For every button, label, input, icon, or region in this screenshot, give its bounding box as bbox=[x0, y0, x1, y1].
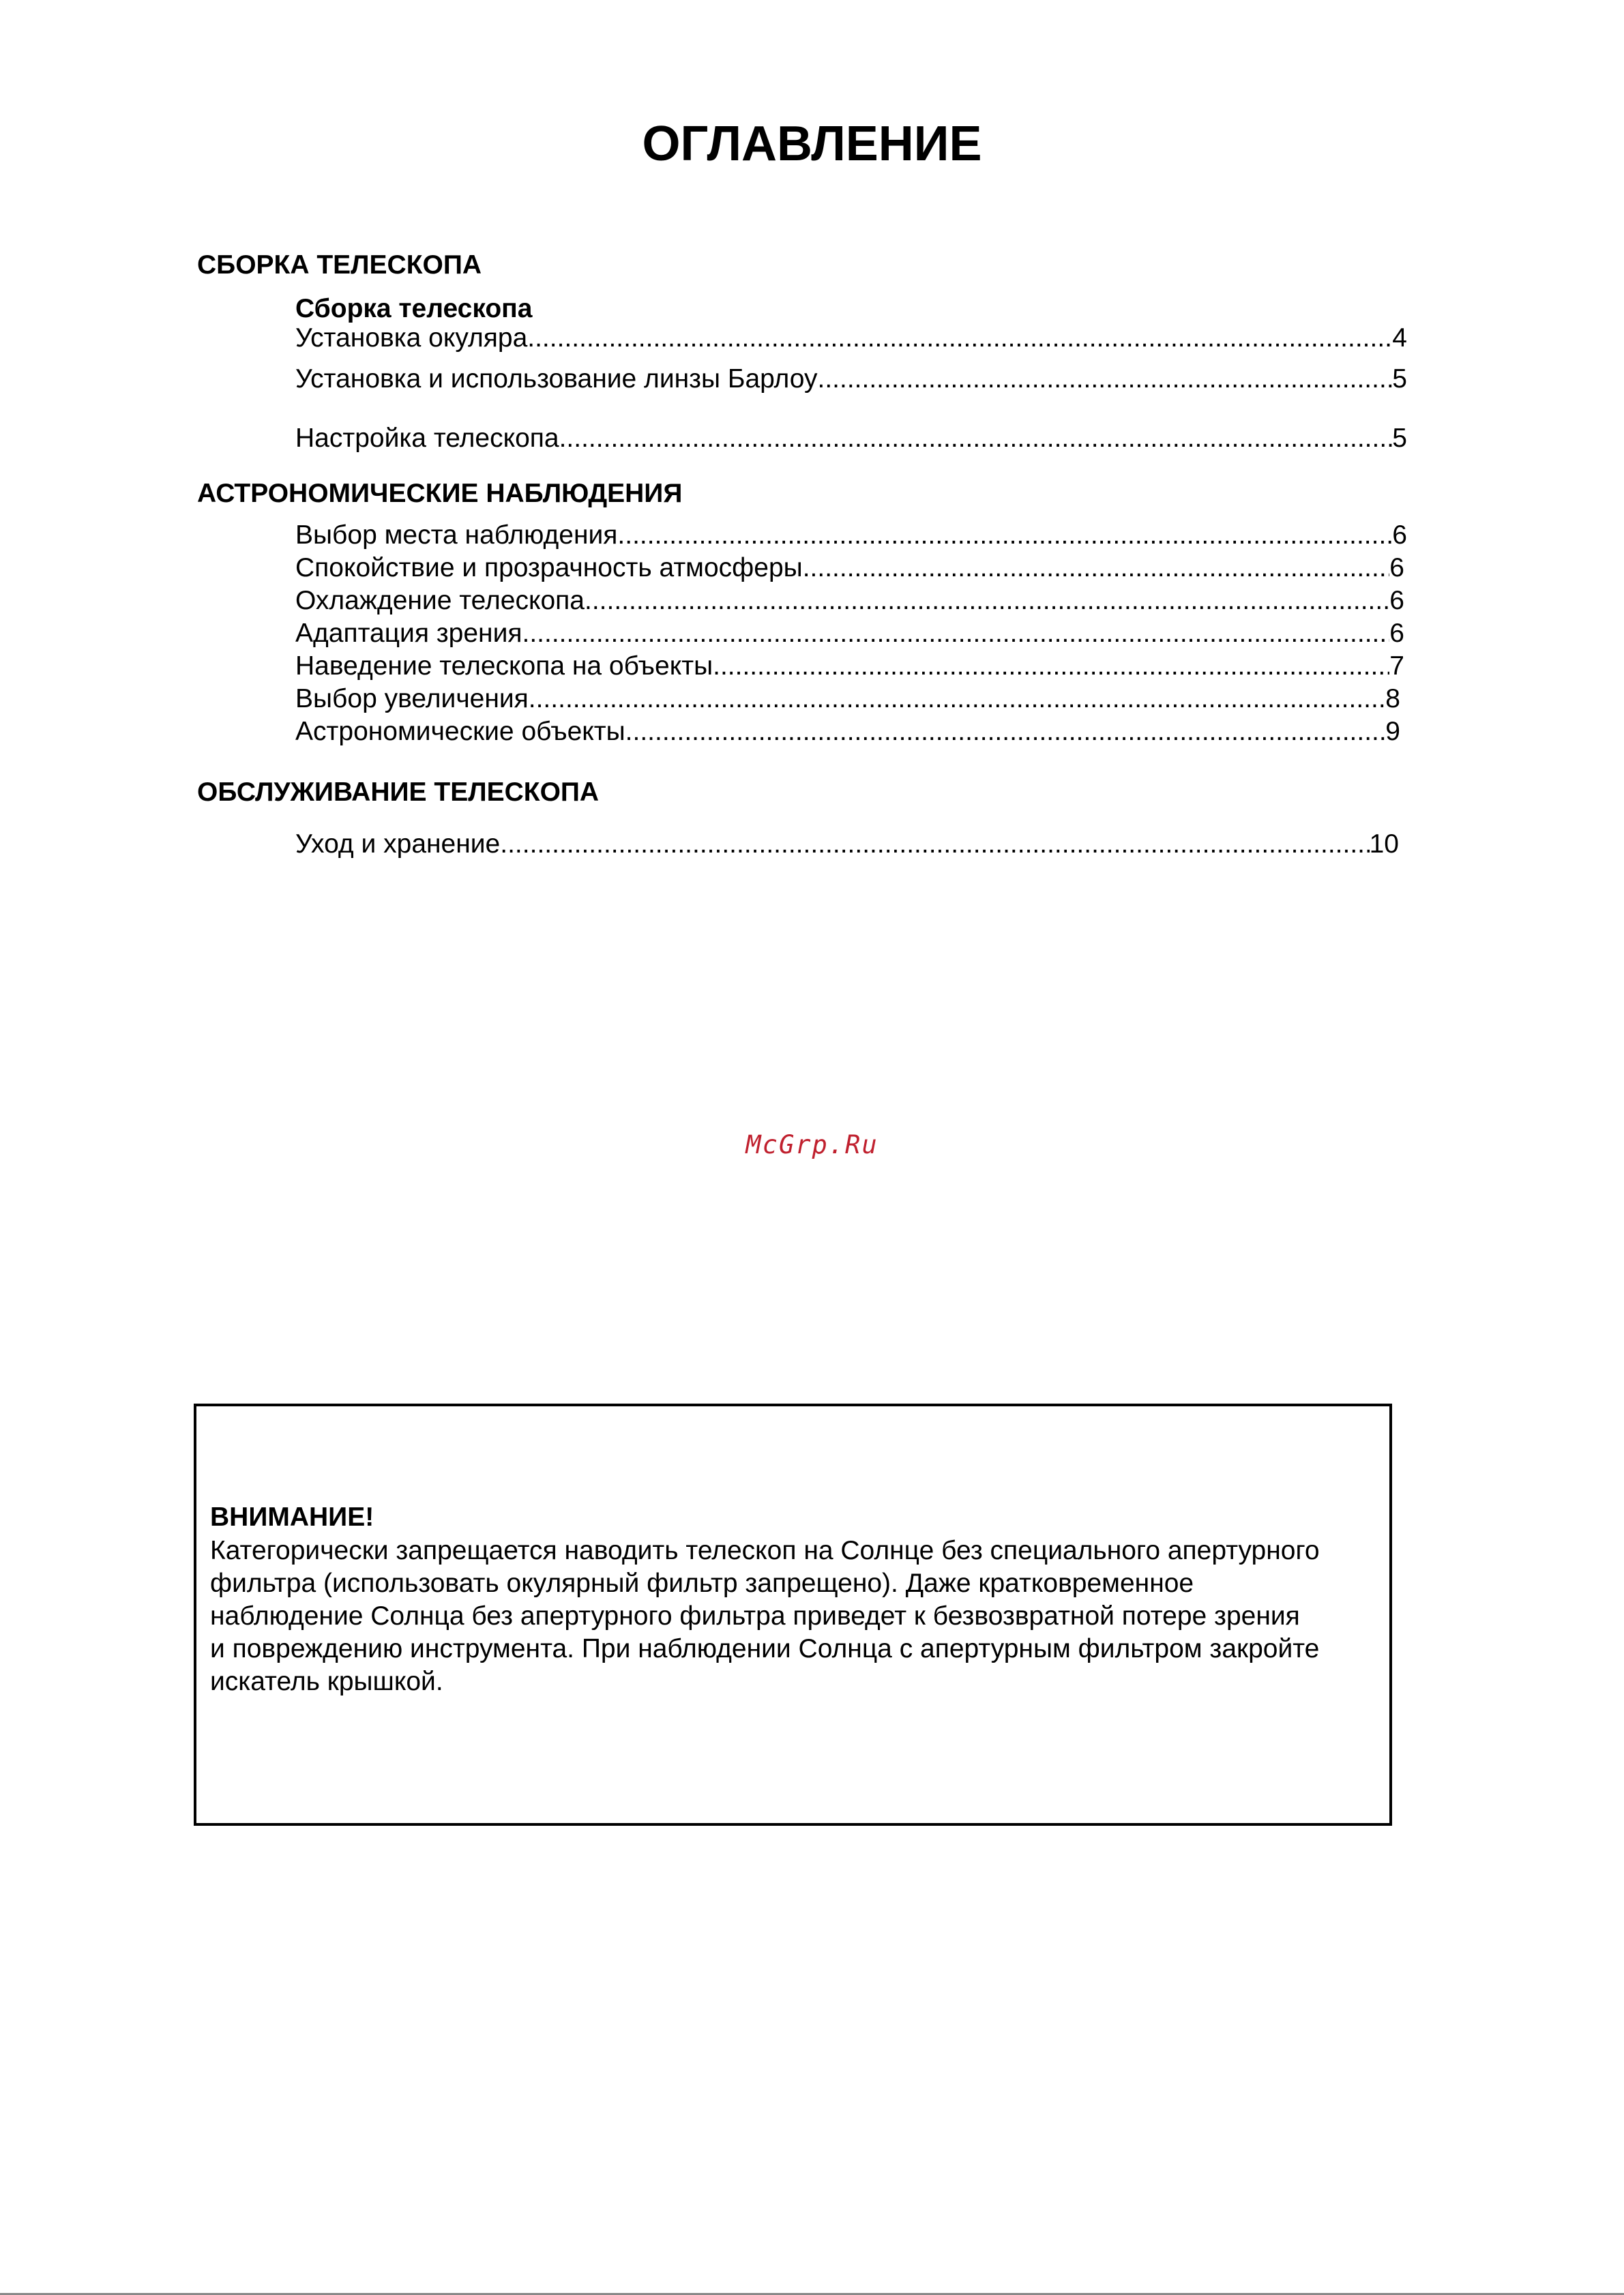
toc-entry-page: 7 bbox=[1389, 651, 1404, 681]
toc-entry-label: Уход и хранение bbox=[295, 829, 501, 859]
toc-entry-label: Установка окуляра bbox=[295, 323, 528, 353]
toc-entry-label: Наведение телескопа на объекты bbox=[295, 651, 713, 681]
section-heading-assembly: СБОРКА ТЕЛЕСКОПА bbox=[197, 250, 482, 280]
warning-box bbox=[194, 1404, 1392, 1826]
watermark: McGrp.Ru bbox=[745, 1130, 879, 1159]
toc-dot-leader bbox=[500, 829, 1369, 861]
toc-entry-page: 5 bbox=[1392, 424, 1407, 453]
toc-dot-leader bbox=[522, 618, 1389, 650]
toc-entry[interactable] bbox=[295, 716, 1400, 748]
warning-title: ВНИМАНИЕ! bbox=[210, 1502, 374, 1532]
toc-entry-label: Астрономические объекты bbox=[295, 717, 625, 746]
toc-dot-leader bbox=[713, 651, 1389, 683]
toc-entry[interactable] bbox=[295, 423, 1407, 455]
toc-entry[interactable] bbox=[295, 552, 1404, 584]
toc-entry-label: Спокойствие и прозрачность атмосферы bbox=[295, 553, 803, 582]
section-heading-maintenance: ОБСЛУЖИВАНИЕ ТЕЛЕСКОПА bbox=[197, 778, 600, 807]
section-heading-observations: АСТРОНОМИЧЕСКИЕ НАБЛЮДЕНИЯ bbox=[197, 479, 683, 508]
toc-entry-page: 10 bbox=[1369, 829, 1399, 859]
toc-entry[interactable] bbox=[295, 364, 1407, 396]
toc-entry-page: 4 bbox=[1392, 323, 1407, 353]
warning-line: искатель крышкой. bbox=[210, 1667, 443, 1696]
toc-dot-leader bbox=[625, 716, 1386, 748]
toc-entry-page: 6 bbox=[1392, 520, 1407, 550]
warning-line: наблюдение Солнца без апертурного фильтра приведет к безвозвратной потере зрения bbox=[210, 1601, 1300, 1631]
warning-line: Категорически запрещается наводить телескоп на Солнце без специального апертурного bbox=[210, 1536, 1320, 1565]
toc-entry-label: Адаптация зрения bbox=[295, 619, 522, 648]
warning-line: фильтра (использовать окулярный фильтр запрещено). Даже кратковременное bbox=[210, 1569, 1194, 1598]
toc-entry-page: 6 bbox=[1389, 619, 1404, 648]
toc-entry[interactable] bbox=[295, 683, 1400, 715]
toc-entry-label: Охлаждение телескопа bbox=[295, 586, 585, 615]
toc-entry-label: Установка и использование линзы Барлоу bbox=[295, 364, 818, 394]
toc-dot-leader bbox=[803, 552, 1390, 584]
toc-dot-leader bbox=[527, 323, 1392, 355]
toc-entry[interactable] bbox=[295, 323, 1407, 355]
toc-entry-page: 5 bbox=[1392, 364, 1407, 394]
toc-dot-leader bbox=[617, 520, 1392, 552]
toc-entry-page: 6 bbox=[1389, 586, 1404, 615]
toc-entry-label: Настройка телескопа bbox=[295, 424, 559, 453]
toc-entry-label: Выбор увеличения bbox=[295, 684, 529, 713]
toc-entry[interactable] bbox=[295, 520, 1407, 552]
toc-entry[interactable] bbox=[295, 585, 1404, 617]
toc-entry[interactable] bbox=[295, 651, 1404, 683]
toc-entry-page: 8 bbox=[1385, 684, 1400, 713]
warning-text bbox=[210, 1535, 1320, 1698]
toc-entry[interactable] bbox=[295, 618, 1404, 650]
toc-dot-leader bbox=[817, 364, 1392, 396]
subsection-heading-assembly: Сборка телескопа bbox=[295, 294, 533, 323]
toc-entry-page: 9 bbox=[1385, 717, 1400, 746]
page-title: ОГЛАВЛЕНИЕ bbox=[642, 117, 982, 171]
toc-dot-leader bbox=[529, 683, 1386, 715]
toc-dot-leader bbox=[559, 423, 1393, 455]
warning-line: и повреждению инструмента. При наблюдении Солнца с апертурным фильтром закройте bbox=[210, 1634, 1320, 1663]
toc-dot-leader bbox=[585, 585, 1389, 617]
toc-entry-label: Выбор места наблюдения bbox=[295, 520, 618, 550]
toc-entry-page: 6 bbox=[1389, 553, 1404, 582]
toc-entry[interactable] bbox=[295, 829, 1399, 861]
